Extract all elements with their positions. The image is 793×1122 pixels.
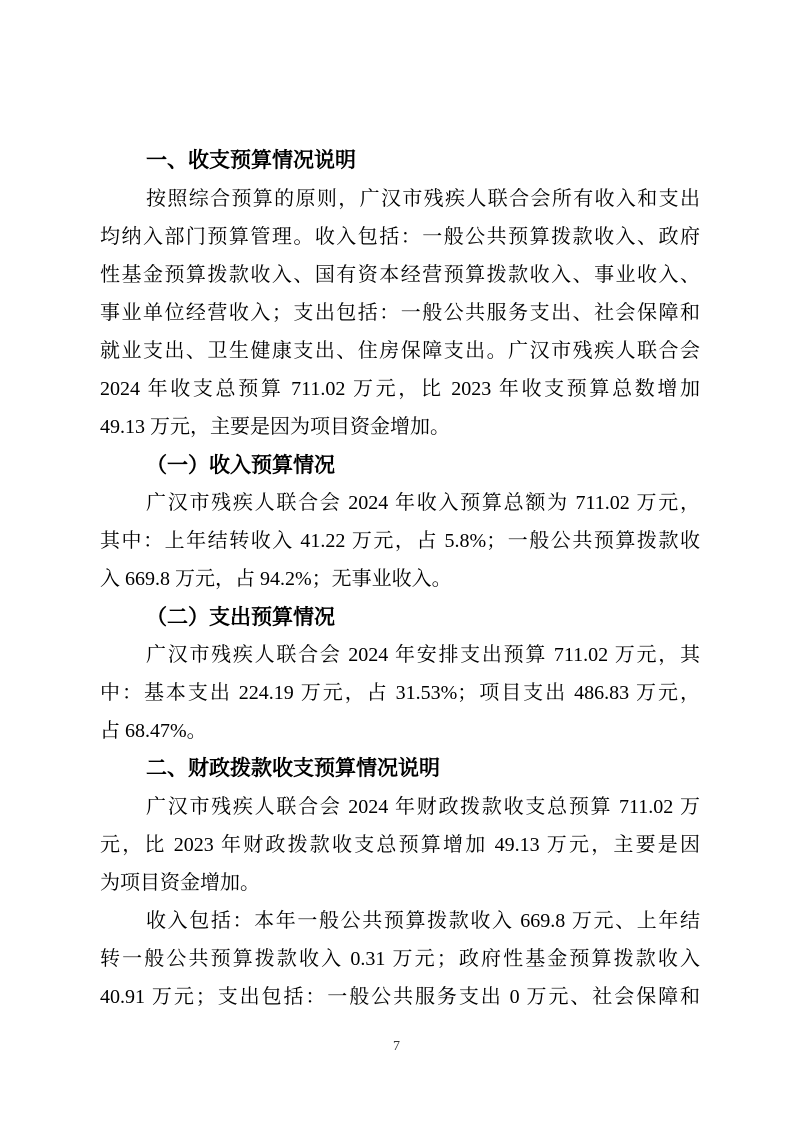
document-line: 按照综合预算的原则，广汉市残疾人联合会所有收入和支出	[146, 188, 700, 210]
heading-sub-line: （二）支出预算情况	[146, 605, 335, 629]
document-line: 其中：上年结转收入 41.22 万元，占 5.8%；一般公共预算拨款收	[100, 530, 700, 552]
heading-major-line: 二、财政拨款收支预算情况说明	[146, 757, 440, 780]
document-line: 广汉市残疾人联合会 2024 年财政拨款收支总预算 711.02 万	[146, 796, 700, 818]
document-line: 2024 年收支总预算 711.02 万元，比 2023 年收支预算总数增加	[100, 378, 700, 400]
document-line: 49.13 万元，主要是因为项目资金增加。	[100, 416, 450, 438]
document-line: 占 68.47%。	[100, 720, 207, 742]
document-line: 性基金预算拨款收入、国有资本经营预算拨款收入、事业收入、	[100, 264, 700, 286]
document-line: 转一般公共预算拨款收入 0.31 万元；政府性基金预算拨款收入	[100, 948, 700, 970]
page-number: 7	[393, 1039, 400, 1054]
document-line: 广汉市残疾人联合会 2024 年收入预算总额为 711.02 万元，	[146, 492, 700, 514]
document-line: 入 669.8 万元，占 94.2%；无事业收入。	[100, 568, 452, 590]
document-line: 就业支出、卫生健康支出、住房保障支出。广汉市残疾人联合会	[100, 340, 700, 362]
document-line: 均纳入部门预算管理。收入包括：一般公共预算拨款收入、政府	[100, 226, 700, 248]
document-line: 40.91 万元；支出包括：一般公共服务支出 0 万元、社会保障和	[100, 986, 700, 1008]
document-content	[100, 142, 700, 1016]
document-line: 元，比 2023 年财政拨款收支总预算增加 49.13 万元，主要是因	[100, 834, 700, 856]
heading-major-line: 一、收支预算情况说明	[146, 149, 356, 172]
heading-sub-line: （一）收入预算情况	[146, 453, 335, 477]
document-line: 广汉市残疾人联合会 2024 年安排支出预算 711.02 万元，其	[146, 644, 700, 666]
document-line: 为项目资金增加。	[100, 872, 260, 894]
document-line: 事业单位经营收入；支出包括：一般公共服务支出、社会保障和	[100, 302, 700, 324]
document-line: 中：基本支出 224.19 万元，占 31.53%；项目支出 486.83 万元，	[100, 682, 700, 704]
document-line: 收入包括：本年一般公共预算拨款收入 669.8 万元、上年结	[146, 910, 700, 932]
